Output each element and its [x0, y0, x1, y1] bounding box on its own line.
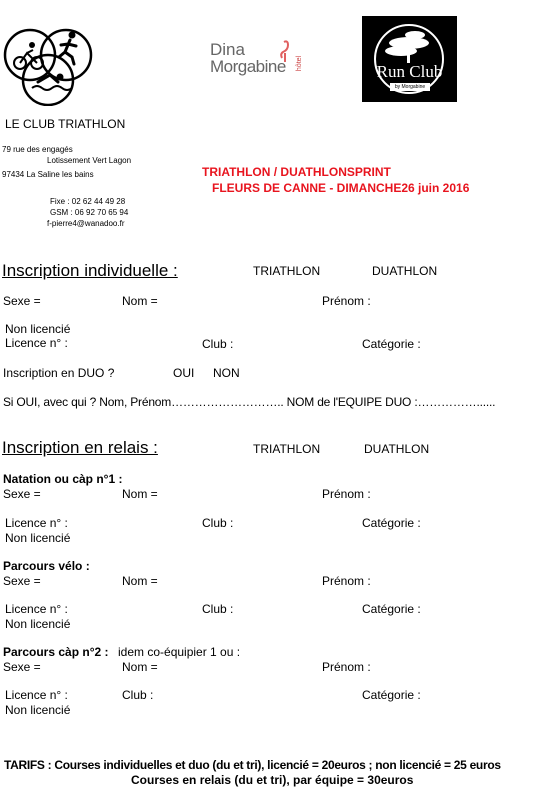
individual-heading: Inscription individuelle :: [2, 261, 178, 280]
relay-licence-label: Licence n° :: [5, 688, 68, 702]
event-title: TRIATHLON / DUATHLONSPRINT: [202, 165, 391, 179]
individual-option-duathlon[interactable]: DUATHLON: [372, 264, 438, 278]
relay-sexe-label: Sexe =: [3, 660, 41, 674]
duo-non-option[interactable]: NON: [213, 366, 240, 380]
ind-sexe-label: Sexe =: [3, 294, 41, 308]
address-line3: 97434 La Saline les bains: [2, 170, 94, 179]
individual-option-triathlon[interactable]: TRIATHLON: [253, 264, 321, 278]
morgabine-text: Morgabine: [210, 57, 286, 76]
relay-nom-label: Nom =: [122, 487, 158, 501]
relay-licence-label: Licence n° :: [5, 602, 68, 616]
ind-licence-label: Licence n° :: [5, 336, 68, 350]
run-club-subtext: by Morgabine: [390, 83, 430, 91]
address-line2: Lotissement Vert Lagon: [47, 156, 132, 165]
relay-categorie-label: Catégorie :: [362, 688, 421, 702]
phone-fixe: Fixe : 02 62 44 49 28: [50, 197, 126, 206]
phone-gsm: GSM : 06 92 70 65 94: [50, 208, 129, 217]
ind-prenom-label: Prénom :: [322, 294, 371, 308]
tarifs-line2: Courses en relais (du et tri), par équipe = 30euros: [131, 773, 414, 787]
relay-option-triathlon[interactable]: TRIATHLON: [253, 442, 321, 456]
relay-non-licencie: Non licencié: [5, 531, 71, 545]
club-name: LE CLUB TRIATHLON: [5, 117, 126, 131]
tarifs-line1: TARIFS : Courses individuelles et duo (du et tri), licencié = 20euros ; non licencié = 25 euros: [4, 758, 501, 772]
address-line1: 79 rue des engagés: [2, 145, 73, 154]
relay-nom-label: Nom =: [122, 660, 158, 674]
relay-sexe-label: Sexe =: [3, 487, 41, 501]
relay-nom-label: Nom =: [122, 574, 158, 588]
relay-option-duathlon[interactable]: DUATHLON: [364, 442, 430, 456]
ind-non-licencie: Non licencié: [5, 322, 71, 336]
relay-categorie-label: Catégorie :: [362, 602, 421, 616]
relay-heading: Inscription en relais :: [2, 438, 158, 457]
duo-question: Inscription en DUO ?: [3, 366, 115, 380]
relay-section-title: Natation ou càp n°1 :: [3, 472, 123, 486]
relay-non-licencie: Non licencié: [5, 703, 71, 717]
dina-morgabine-logo: [210, 40, 310, 80]
ind-categorie-label: Catégorie :: [362, 337, 421, 351]
relay-licence-label: Licence n° :: [5, 516, 68, 530]
event-date: FLEURS DE CANNE - DIMANCHE26 juin 2016: [212, 181, 470, 195]
relay-club-label: Club :: [202, 516, 234, 530]
dina-text: Dina: [210, 40, 245, 59]
relay-section-title: Parcours càp n°2 :: [3, 645, 109, 659]
relay-prenom-label: Prénom :: [322, 574, 371, 588]
relay-club-label: Club :: [122, 688, 154, 702]
email: f-pierre4@wanadoo.fr: [47, 219, 125, 228]
relay-club-label: Club :: [202, 602, 234, 616]
relay-prenom-label: Prénom :: [322, 660, 371, 674]
relay-section-extra: idem co-équipier 1 ou :: [118, 645, 241, 659]
run-club-logo: [362, 16, 457, 102]
hotel-text: hôtel: [296, 55, 304, 72]
relay-prenom-label: Prénom :: [322, 487, 371, 501]
relay-categorie-label: Catégorie :: [362, 516, 421, 530]
duo-detail: Si OUI, avec qui ? Nom, Prénom……………………….. NOM de l'EQUIPE DUO :……………......: [3, 395, 496, 409]
relay-non-licencie: Non licencié: [5, 617, 71, 631]
run-club-text: Run Club: [376, 62, 443, 81]
duo-oui-option[interactable]: OUI: [173, 366, 195, 380]
ind-club-label: Club :: [202, 337, 234, 351]
club-triathlon-logo: [2, 20, 98, 106]
flamingo-icon: [276, 40, 298, 62]
swimmer-icon: [32, 74, 72, 91]
relay-section-title: Parcours vélo :: [3, 559, 90, 573]
ind-nom-label: Nom =: [122, 294, 158, 308]
relay-sexe-label: Sexe =: [3, 574, 41, 588]
